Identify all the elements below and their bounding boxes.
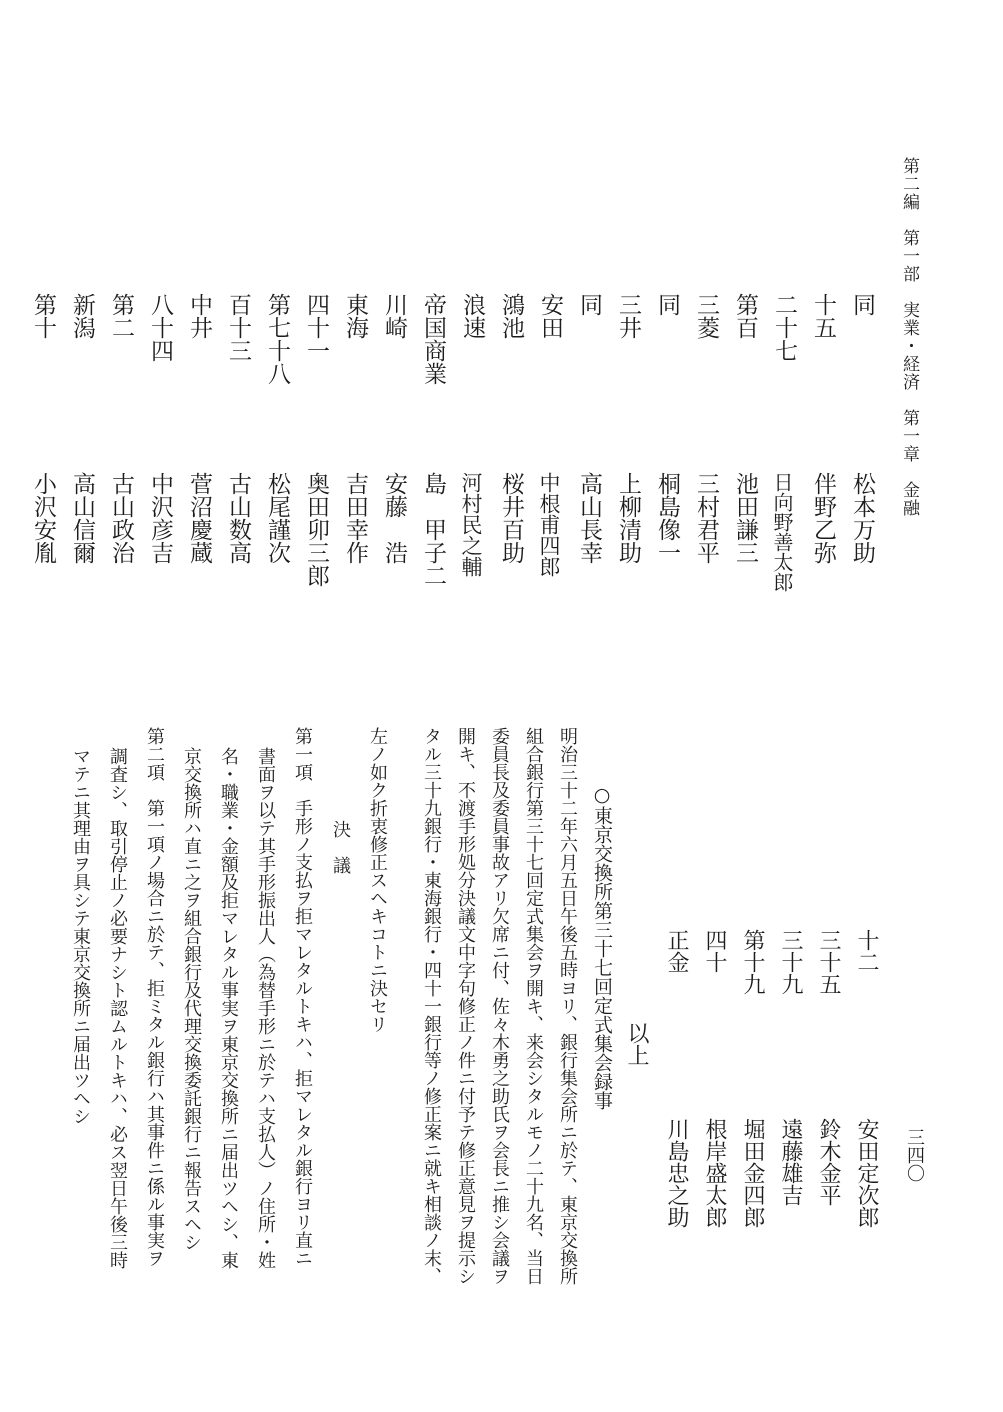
member-name: 根岸盛太郎 [702, 1118, 727, 1228]
bank-name: 中井 [186, 293, 212, 339]
member-name: 島 甲子二 [420, 472, 446, 587]
bank-name: 同 [576, 293, 602, 316]
paragraph-line: 左ノ如ク折衷修正スヘキコトニ決セリ [367, 727, 388, 1033]
bank-name: 第十 [30, 293, 56, 339]
member-name: 奥田卯三郎 [303, 472, 329, 587]
member-name: 桐島像一 [654, 472, 680, 564]
member-name: 安藤 浩 [381, 472, 407, 564]
bank-name: 川崎 [381, 293, 407, 339]
bank-name: 新潟 [69, 293, 95, 339]
bank-name: 三井 [615, 293, 641, 339]
bank-name: 四十 [702, 929, 727, 973]
closing-mark: 以上 [624, 1022, 649, 1066]
bank-name: 同 [849, 293, 875, 316]
page-number: 三四〇 [904, 1128, 925, 1182]
bank-name: 第二 [108, 293, 134, 339]
bank-name: 三十九 [778, 929, 803, 995]
member-name: 古山数高 [225, 472, 251, 564]
member-name: 古山政治 [108, 472, 134, 564]
member-name: 河村民之輔 [459, 472, 483, 577]
resolution-line: 名・職業・金額及拒マレタル事実ヲ東京交換所ニ届出ツヘシ、東 [218, 747, 239, 1269]
member-name: 高山信爾 [69, 472, 95, 564]
member-name: 川島忠之助 [664, 1118, 689, 1228]
paragraph-line: 明治三十二年六月五日午後五時ヨリ、銀行集会所ニ於テ、東京交換所 [557, 727, 578, 1285]
bank-name: 十五 [810, 293, 836, 339]
resolution-line: 書面ヲ以テ其手形振出人（為替手形ニ於テハ支払人）ノ住所・姓 [255, 747, 276, 1269]
member-name: 中沢彦吉 [147, 472, 173, 564]
member-name: 松本万助 [849, 472, 875, 564]
member-name: 三村君平 [693, 472, 719, 564]
paragraph-line: 委員長及委員事故アリ欠席ニ付、佐々木勇之助氏ヲ会長ニ推シ会議ヲ [489, 727, 510, 1285]
member-name: 鈴木金平 [816, 1118, 841, 1206]
paragraph-line: 開キ、不渡手形処分決議文中字句修正ノ件ニ付予テ修正意見ヲ提示シ [455, 727, 476, 1285]
resolution-line: 京交換所ハ直ニ之ヲ組合銀行及代理交換委託銀行ニ報告スヘシ [181, 747, 202, 1251]
member-name: 池田謙三 [732, 472, 758, 564]
bank-name: 第七十八 [264, 293, 290, 385]
bank-name: 鴻池 [498, 293, 524, 339]
member-name: 上柳清助 [615, 472, 641, 564]
section-title: ○東京交換所第三十七回定式集会録事 [591, 784, 613, 1110]
member-name: 安田定次郎 [854, 1118, 879, 1228]
bank-name: 帝国商業 [420, 293, 446, 385]
bank-name: 三菱 [693, 293, 719, 339]
member-name: 遠藤雄吉 [778, 1118, 803, 1206]
bank-name: 二十七 [771, 293, 797, 362]
bank-name: 安田 [537, 293, 563, 339]
paragraph-line: タル三十九銀行・東海銀行・四十一銀行等ノ修正案ニ就キ相談ノ末、 [421, 727, 442, 1285]
resolution-line: 調査シ、取引停止ノ必要ナシト認ムルトキハ、必ス翌日午後三時 [107, 747, 128, 1269]
bank-name: 東海 [342, 293, 368, 339]
running-header: 第二編 第一部 実業・経済 第一章 金融 [899, 157, 919, 517]
bank-name: 三十五 [816, 929, 841, 995]
bank-name: 八十四 [147, 293, 173, 362]
member-name: 小沢安胤 [30, 472, 56, 564]
bank-name: 同 [654, 293, 680, 316]
member-name: 伴野乙弥 [810, 472, 836, 564]
resolution-line: 第二項 第一項ノ場合ニ於テ、拒ミタル銀行ハ其事件ニ係ル事実ヲ [144, 727, 165, 1267]
resolution-line: マテニ其理由ヲ具シテ東京交換所ニ届出ツヘシ [70, 747, 91, 1125]
member-name: 中根甫四郎 [537, 472, 561, 577]
bank-name: 正金 [664, 929, 689, 973]
bank-name: 第十九 [740, 929, 765, 995]
bank-name: 十二 [854, 929, 879, 973]
resolution-line: 第一項 手形ノ支払ヲ拒マレタルトキハ、拒マレタル銀行ヨリ直ニ [292, 727, 313, 1267]
bank-name: 四十一 [303, 293, 329, 362]
member-name: 松尾謹次 [264, 472, 290, 564]
bank-name: 浪速 [459, 293, 485, 339]
member-name: 桜井百助 [498, 472, 524, 564]
member-name: 吉田幸作 [342, 472, 368, 564]
member-name: 堀田金四郎 [740, 1118, 765, 1228]
member-name: 高山長幸 [576, 472, 602, 564]
member-name: 日向野善太郎 [770, 472, 794, 592]
bank-name: 第百 [732, 293, 758, 339]
member-name: 菅沼慶蔵 [186, 472, 212, 564]
paragraph-line: 組合銀行第三十七回定式集会ヲ開キ、来会シタルモノ二十九名、当日 [523, 727, 544, 1285]
resolution-heading: 決 議 [330, 820, 351, 874]
bank-name: 百十三 [225, 293, 251, 362]
